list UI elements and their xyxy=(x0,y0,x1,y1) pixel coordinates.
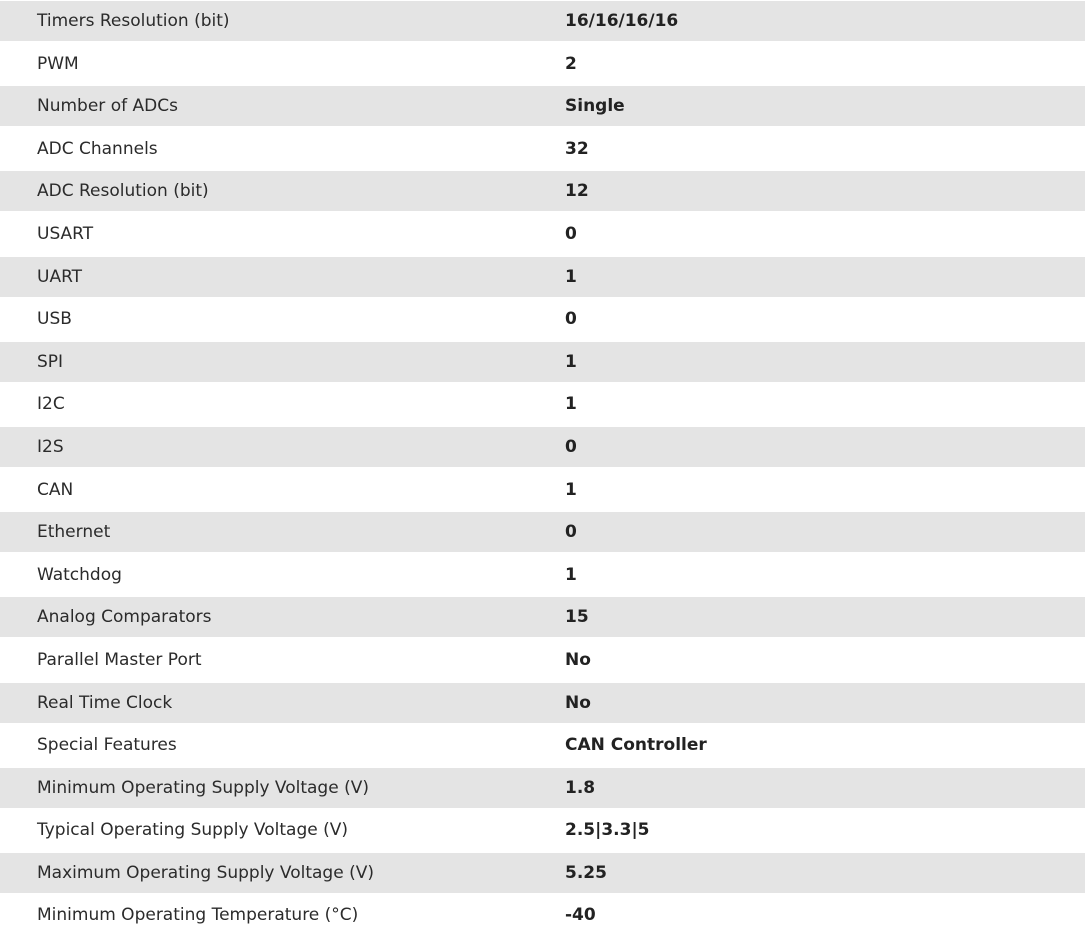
spec-value: 16/16/16/16 xyxy=(565,11,679,31)
spec-value: 32 xyxy=(565,139,589,159)
spec-label: Real Time Clock xyxy=(37,693,173,713)
spec-value: 1 xyxy=(565,565,577,585)
table-row xyxy=(0,129,1085,169)
spec-label: ADC Channels xyxy=(37,139,158,159)
spec-value: No xyxy=(565,650,591,670)
table-row xyxy=(0,895,1085,931)
spec-value: No xyxy=(565,693,591,713)
spec-label: Parallel Master Port xyxy=(37,650,202,670)
spec-label: I2S xyxy=(37,437,64,457)
spec-label: Special Features xyxy=(37,735,177,755)
spec-label: UART xyxy=(37,267,83,287)
spec-value: -40 xyxy=(565,905,596,925)
spec-label: Typical Operating Supply Voltage (V) xyxy=(37,820,348,840)
spec-label: Minimum Operating Supply Voltage (V) xyxy=(37,778,369,798)
table-row xyxy=(0,44,1085,84)
table-row xyxy=(0,810,1085,850)
spec-label: ADC Resolution (bit) xyxy=(37,181,209,201)
spec-label: PWM xyxy=(37,54,79,74)
spec-value: 1 xyxy=(565,352,577,372)
spec-value: 1 xyxy=(565,480,577,500)
table-row xyxy=(0,1,1085,41)
spec-value: 1.8 xyxy=(565,778,596,798)
spec-value: 0 xyxy=(565,522,577,542)
spec-label: I2C xyxy=(37,394,65,414)
spec-value: 12 xyxy=(565,181,589,201)
table-row xyxy=(0,470,1085,510)
table-row xyxy=(0,597,1085,637)
spec-label: USART xyxy=(37,224,94,244)
spec-label: Watchdog xyxy=(37,565,122,585)
table-row xyxy=(0,214,1085,254)
spec-label: SPI xyxy=(37,352,64,372)
table-row xyxy=(0,427,1085,467)
spec-value: 0 xyxy=(565,224,577,244)
table-row xyxy=(0,384,1085,424)
spec-label: Maximum Operating Supply Voltage (V) xyxy=(37,863,374,883)
spec-label: USB xyxy=(37,309,72,329)
spec-value: 0 xyxy=(565,437,577,457)
spec-value: 1 xyxy=(565,394,577,414)
spec-value: CAN Controller xyxy=(565,735,707,755)
spec-value: Single xyxy=(565,96,625,116)
spec-value: 2 xyxy=(565,54,577,74)
table-row xyxy=(0,171,1085,211)
spec-label: Analog Comparators xyxy=(37,607,212,627)
table-row xyxy=(0,555,1085,595)
table-row xyxy=(0,257,1085,297)
spec-value: 1 xyxy=(565,267,577,287)
spec-label: Timers Resolution (bit) xyxy=(37,11,230,31)
spec-value: 2.5|3.3|5 xyxy=(565,820,650,840)
spec-value: 0 xyxy=(565,309,577,329)
table-row xyxy=(0,86,1085,126)
spec-value: 15 xyxy=(565,607,589,627)
spec-value: 5.25 xyxy=(565,863,607,883)
table-row xyxy=(0,853,1085,893)
spec-label: CAN xyxy=(37,480,74,500)
table-row xyxy=(0,725,1085,765)
table-row xyxy=(0,512,1085,552)
table-row xyxy=(0,768,1085,808)
table-row xyxy=(0,299,1085,339)
table-row xyxy=(0,640,1085,680)
table-row xyxy=(0,683,1085,723)
spec-label: Minimum Operating Temperature (°C) xyxy=(37,905,359,925)
table-row xyxy=(0,342,1085,382)
spec-label: Number of ADCs xyxy=(37,96,178,116)
spec-label: Ethernet xyxy=(37,522,111,542)
